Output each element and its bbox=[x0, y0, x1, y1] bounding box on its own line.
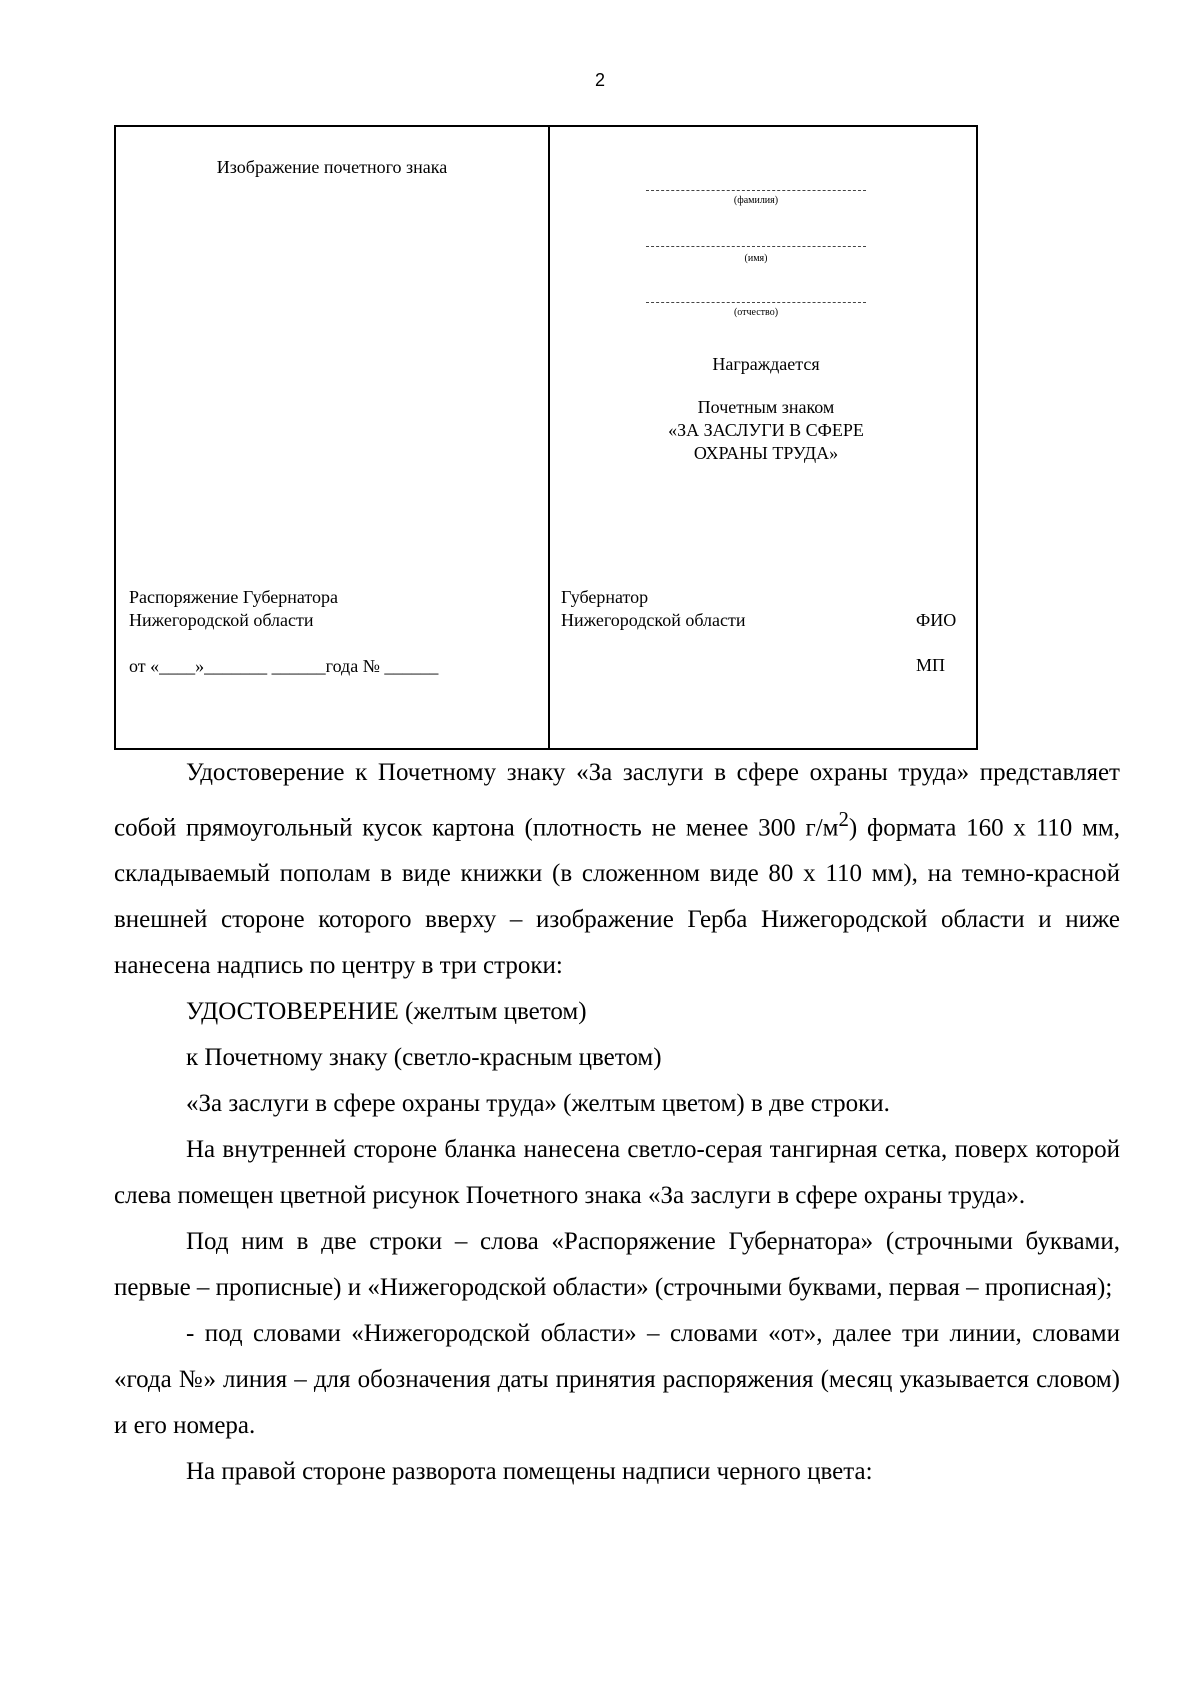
paragraph-2: УДОСТОВЕРЕНИЕ (желтым цветом) bbox=[186, 998, 587, 1026]
name-caption: (имя) bbox=[744, 253, 768, 264]
paragraph-7: - под словами «Нижегородской области» – словами «от», далее три линии, словами «года №» линия – для обозначения даты принятия распоряжения (месяц указывается словом) и его номера. bbox=[114, 1320, 1120, 1440]
award-line3: ОХРАНЫ ТРУДА» bbox=[693, 443, 839, 463]
page-number: 2 bbox=[594, 70, 605, 90]
superscript-2: 2 bbox=[838, 807, 849, 831]
order-label-line2: Нижегородской области bbox=[129, 610, 314, 630]
paragraph-3: к Почетному знаку (светло-красным цветом) bbox=[186, 1044, 662, 1072]
signer-line1: Губернатор bbox=[561, 587, 649, 607]
fio-label: ФИО bbox=[916, 610, 957, 630]
order-label-line1: Распоряжение Губернатора bbox=[129, 587, 339, 607]
award-line2: «ЗА ЗАСЛУГИ В СФЕРЕ bbox=[668, 420, 864, 440]
surname-caption: (фамилия) bbox=[733, 195, 779, 206]
name-line bbox=[646, 246, 866, 247]
patronymic-line bbox=[646, 302, 866, 303]
patronymic-caption: (отчество) bbox=[733, 307, 779, 318]
order-date-line: от «____»_______ ______года № ______ bbox=[129, 656, 439, 676]
paragraph-5: На внутренней стороне бланка нанесена светло-серая тангирная сетка, поверх которой слева помещен цветной рисунок Почетного знака «За заслуги в сфере охраны труда». bbox=[114, 1136, 1120, 1210]
paragraph-1: Удостоверение к Почетному знаку «За заслуги в сфере охраны труда» представляет собой прямоугольный кусок картона (плотность не менее 300 $г/м^2$) формата 160 х 110 мм, складываемый пополам в виде книжки (в сложенном виде 80 х 110 мм), на темно-красной внешней стороне которого вверху – изображение Герба Нижегородской области и ниже нанесена надпись по центру в три строки: bbox=[114, 759, 1120, 980]
signer-line2: Нижегородской области bbox=[561, 610, 746, 630]
stamp-label: МП bbox=[916, 655, 946, 675]
paragraph-6: Под ним в две строки – слова «Распоряжение Губернатора» (строчными буквами, первые – прописные) и «Нижегородской области» (строчными буквами, первая – прописная); bbox=[114, 1228, 1120, 1302]
paragraph-8: На правой стороне разворота помещены надписи черного цвета: bbox=[186, 1458, 873, 1486]
form-divider bbox=[548, 127, 550, 748]
badge-image-label: Изображение почетного знака bbox=[216, 157, 448, 177]
certificate-form bbox=[114, 125, 978, 750]
description-text bbox=[114, 750, 1120, 1495]
paragraph-4: «За заслуги в сфере охраны труда» (желтым цветом) в две строки. bbox=[186, 1090, 890, 1118]
surname-line bbox=[646, 190, 866, 191]
awarded-label: Награждается bbox=[712, 354, 820, 374]
award-line1: Почетным знаком bbox=[697, 397, 835, 417]
